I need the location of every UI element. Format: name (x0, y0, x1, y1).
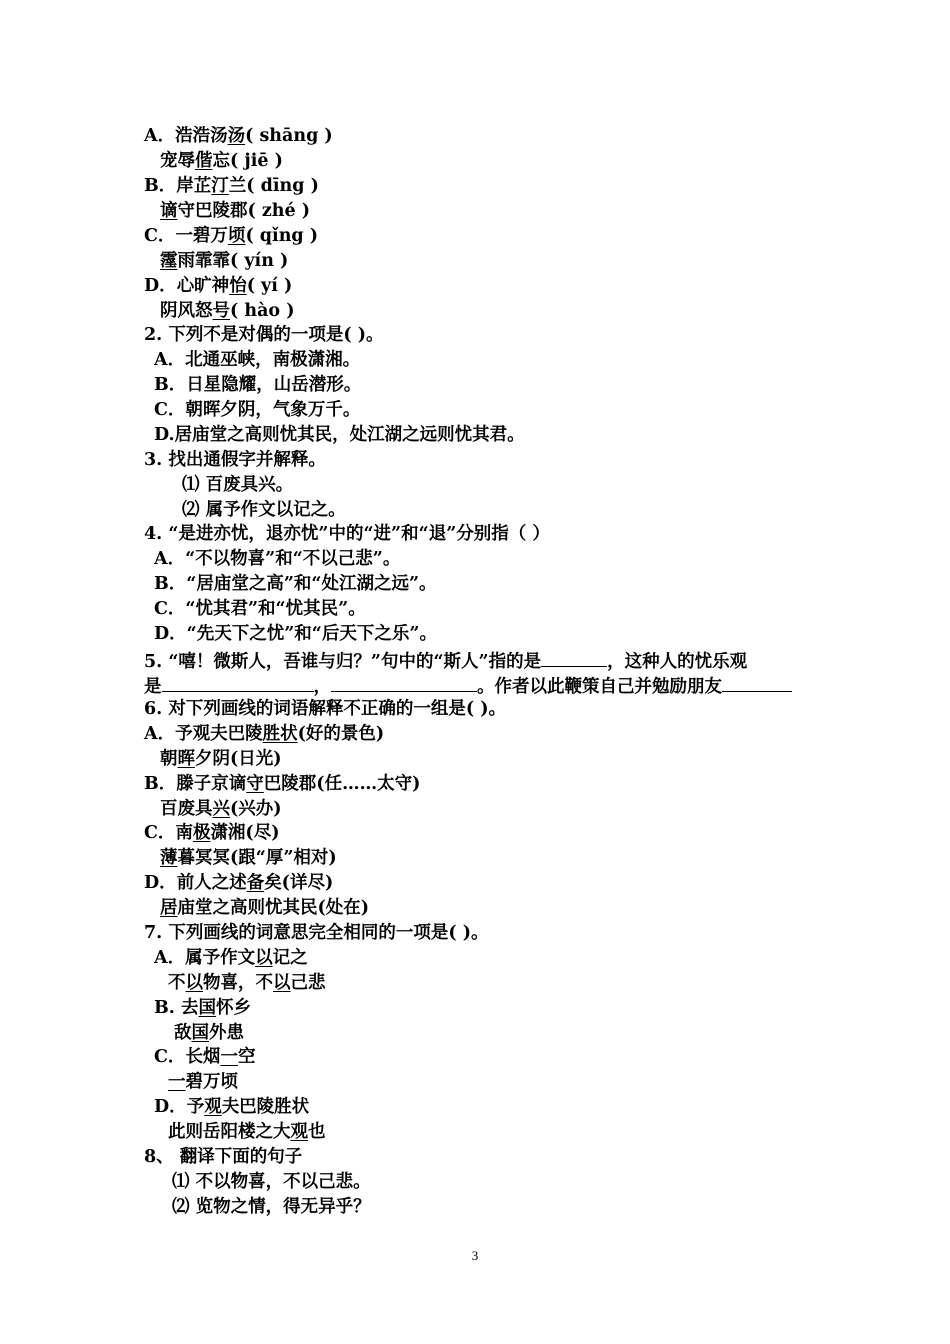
q1-option-c-line1: C．一碧万顷( qǐng ) (144, 226, 319, 246)
underlined-word: 胜状 (262, 724, 298, 744)
answer-blank[interactable] (722, 672, 792, 692)
q7-option-c-line1: C．长烟一空 (154, 1047, 256, 1067)
underlined-word: 以 (185, 973, 203, 993)
q1-option-c-line2: 霪雨霏霏( yín ) (160, 251, 289, 271)
underlined-word: 观 (290, 1122, 308, 1142)
q7-option-d-line1: D．予观夫巴陵胜状 (154, 1097, 310, 1117)
q2-option-b: B．日星隐耀，山岳潜形。 (154, 375, 362, 395)
q6-option-c-line2: 薄暮冥冥(跟“厚”相对) (160, 848, 337, 868)
underlined-word: 以 (273, 973, 291, 993)
q4-option-b: B．“居庙堂之高”和“处江湖之远”。 (154, 574, 437, 594)
q1-option-d-line1: D．心旷神怡( yí ) (144, 276, 293, 296)
underlined-word: 薄 (160, 848, 178, 868)
q7-option-b-line1: B. 去国怀乡 (154, 998, 251, 1018)
q7-option-c-line2: 一碧万顷 (168, 1072, 238, 1092)
q6-stem: 6. 对下列画线的词语解释不正确的一组是( )。 (144, 699, 507, 719)
q6-option-d-line2: 居庙堂之高则忧其民(处在) (160, 898, 370, 918)
q2-option-d: D.居庙堂之高则忧其民，处江湖之远则忧其君。 (154, 425, 525, 445)
answer-blank[interactable] (162, 672, 314, 692)
q8-item-2: ⑵ 览物之情，得无异乎？ (172, 1197, 371, 1217)
underlined-word: 顷 (227, 226, 246, 246)
q1-option-a-line1: A．浩浩汤汤( shāng ) (144, 126, 333, 146)
q8-stem: 8、 翻译下面的句子 (144, 1147, 303, 1167)
q2-option-c: C．朝晖夕阴，气象万千。 (154, 400, 361, 420)
q7-option-b-line2: 敌国外患 (174, 1023, 244, 1043)
q6-option-c-line1: C．南极潇湘(尽) (144, 823, 280, 843)
underlined-word: 谪 (160, 201, 178, 221)
q6-option-b-line1: B．滕子京谪守巴陵郡(任……太守) (144, 774, 421, 794)
q1-option-a-line2: 宠辱偕忘( jiē ) (160, 151, 283, 171)
underlined-word: 一 (168, 1072, 186, 1092)
q7-option-a-line2: 不以物喜，不以己悲 (168, 973, 326, 993)
underlined-word: 怡 (229, 276, 247, 296)
q4-option-d: D．“先天下之忧”和“后天下之乐”。 (154, 624, 437, 644)
q7-option-d-line2: 此则岳阳楼之大观也 (168, 1122, 326, 1142)
q3-item-2: ⑵ 属予作文以记之。 (182, 500, 346, 520)
q1-option-b-line2: 谪守巴陵郡( zhé ) (160, 201, 311, 221)
underlined-word: 汀 (211, 176, 229, 196)
q4-stem: 4. “是进亦忧，退亦忧”中的“进”和“退”分别指（ ） (144, 524, 550, 544)
q4-option-a: A．“不以物喜”和“不以己悲”。 (154, 549, 401, 569)
underlined-word: 极 (192, 823, 211, 843)
answer-blank[interactable] (541, 647, 607, 667)
underlined-word: 备 (246, 873, 265, 893)
q8-item-1: ⑴ 不以物喜，不以己悲。 (172, 1172, 371, 1192)
q1-option-b-line1: B．岸芷汀兰( dīng ) (144, 176, 319, 196)
underlined-word: 偕 (195, 151, 213, 171)
q5-line-2: 是 ， 。作者以此鞭策自己并勉励朋友 (144, 672, 792, 697)
underlined-word: 国 (198, 998, 216, 1018)
q6-option-d-line1: D．前人之述备矣(详尽) (144, 873, 334, 893)
underlined-word: 汤 (227, 126, 246, 146)
q3-stem: 3. 找出通假字并解释。 (144, 450, 326, 470)
q6-option-b-line2: 百废具兴(兴办) (160, 799, 282, 819)
q2-option-a: A．北通巫峡，南极潇湘。 (154, 350, 361, 370)
q3-item-1: ⑴ 百废具兴。 (182, 475, 294, 495)
underlined-word: 晖 (177, 749, 195, 769)
answer-blank[interactable] (331, 672, 477, 692)
underlined-word: 一 (220, 1047, 238, 1067)
q6-option-a-line1: A．予观夫巴陵胜状(好的景色) (144, 724, 385, 744)
underlined-word: 以 (255, 948, 273, 968)
q1-option-d-line2: 阴风怒号( hào ) (160, 301, 295, 321)
q6-option-a-line2: 朝晖夕阴(日光) (160, 749, 282, 769)
q7-option-a-line1: A．属予作文以记之 (154, 948, 308, 968)
underlined-word: 国 (191, 1023, 209, 1043)
underlined-word: 号 (212, 301, 230, 321)
underlined-word: 居 (160, 898, 178, 918)
underlined-word: 守 (246, 774, 264, 794)
page-number: 3 (471, 1248, 479, 1263)
underlined-word: 霪 (160, 251, 178, 271)
q7-stem: 7. 下列画线的词意思完全相同的一项是( )。 (144, 923, 489, 943)
q4-option-c: C．“忧其君”和“忧其民”。 (154, 599, 366, 619)
underlined-word: 兴 (212, 799, 230, 819)
underlined-word: 观 (204, 1097, 222, 1117)
q2-stem: 2. 下列不是对偶的一项是( )。 (144, 325, 384, 345)
q5-line-1: 5. “嘻！微斯人，吾谁与归？”句中的“斯人”指的是 ，这种人的忧乐观 (144, 647, 747, 672)
